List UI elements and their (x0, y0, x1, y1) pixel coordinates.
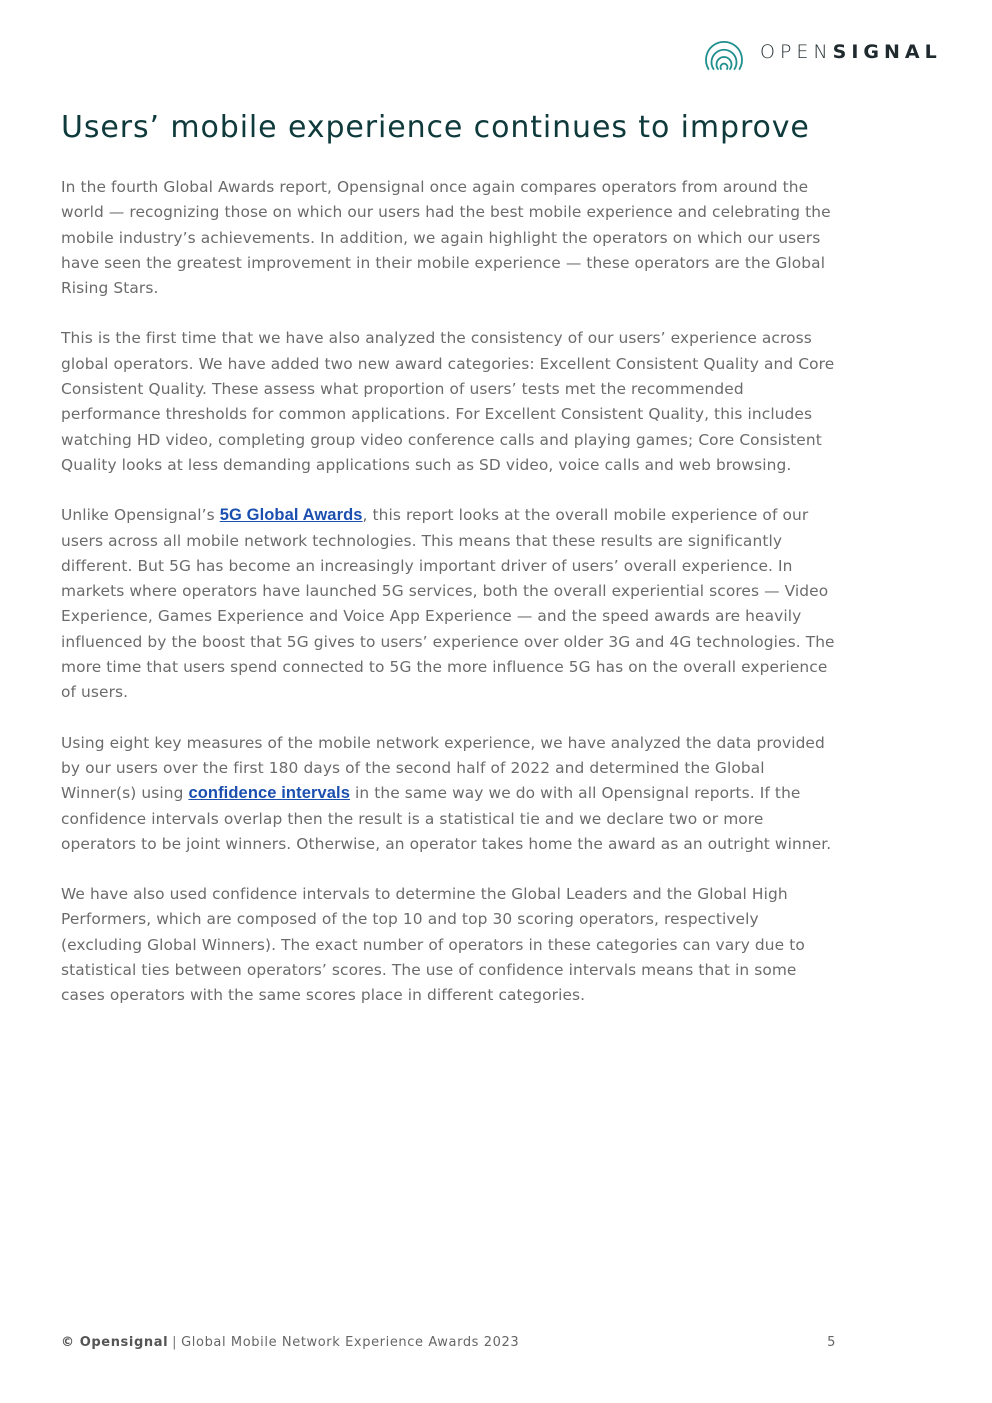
paragraph-5g (61, 503, 836, 705)
page-footer (61, 1335, 836, 1350)
footer-left (61, 1335, 519, 1350)
paragraph-5g-before: Unlike Opensignal’s (61, 506, 220, 525)
paragraph-consistency: This is the first time that we have also analyzed the consistency of our users’ experience across global operators. We have added two new award categories: Excellent Consistent Quality and Core Consistent Quality. These assess what proportion of users’ tests met the recommended performance thresholds for common applications. For Excellent Consistent Quality, this includes watching HD video, completing group video conference calls and playing games; Core Consistent Quality looks at less demanding applications such as SD video, voice calls and web browsing. (61, 329, 835, 474)
footer-report-title: Global Mobile Network Experience Awards 2023 (181, 1335, 520, 1350)
concentric-arcs-icon (704, 32, 744, 72)
paragraph-5g-after: , this report looks at the overall mobile experience of our users across all mobile network technologies. This means that these results are significantly different. But 5G has become an increasingly important driver of users’ overall experience. In markets where operators have launched 5G services, both the overall experiential scores — Video Experience, Games Experience and Voice App Experience — and the speed awards are heavily influenced by the boost that 5G gives to users’ experience over older 3G and 4G technologies. The more time that users spend connected to 5G the more influence 5G has on the overall experience of users. (61, 506, 835, 702)
5g-global-awards-link[interactable]: 5G Global Awards (219, 506, 363, 525)
paragraph-intro: In the fourth Global Awards report, Opensignal once again compares operators from around the world — recognizing those on which our users had the best mobile experience and celebrating the mobile industry’s achievements. In addition, we again highlight the operators on which our users have seen the greatest improvement in their mobile experience — these operators are the Global Rising Stars. (61, 178, 831, 298)
paragraph-leaders: We have also used confidence intervals to determine the Global Leaders and the Global High Performers, which are composed of the top 10 and top 30 scoring operators, respectively (excluding Global Winners). The exact number of operators in these categories can vary due to statistical ties between operators’ scores. The use of confidence intervals means that in some cases operators with the same scores place in different categories. (61, 885, 805, 1005)
logo-text-light: OPEN (760, 40, 833, 63)
logo-text-bold: SIGNAL (832, 40, 942, 63)
footer-separator: | (172, 1335, 178, 1350)
footer-brand: © Opensignal (61, 1335, 169, 1350)
logo-wordmark (760, 40, 942, 63)
paragraph-methodology-before: Using eight key measures of the mobile network experience, we have analyzed the data provided by our users over the first 180 days of the second half of 2022 and determined the Global Winner(s) using (61, 733, 825, 803)
paragraph-methodology (61, 731, 836, 857)
paragraph-methodology-after: in the same way we do with all Opensignal reports. If the confidence intervals overlap then the result is a statistical tie and we declare two or more operators to be joint winners. Otherwise, an operator takes home the award as an outright winner. (61, 784, 832, 853)
page-number: 5 (827, 1335, 836, 1350)
body-content (61, 175, 836, 1034)
opensignal-logo (704, 31, 942, 73)
confidence-intervals-link[interactable]: confidence intervals (188, 784, 351, 803)
page-title: Users’ mobile experience continues to improve (61, 110, 810, 145)
